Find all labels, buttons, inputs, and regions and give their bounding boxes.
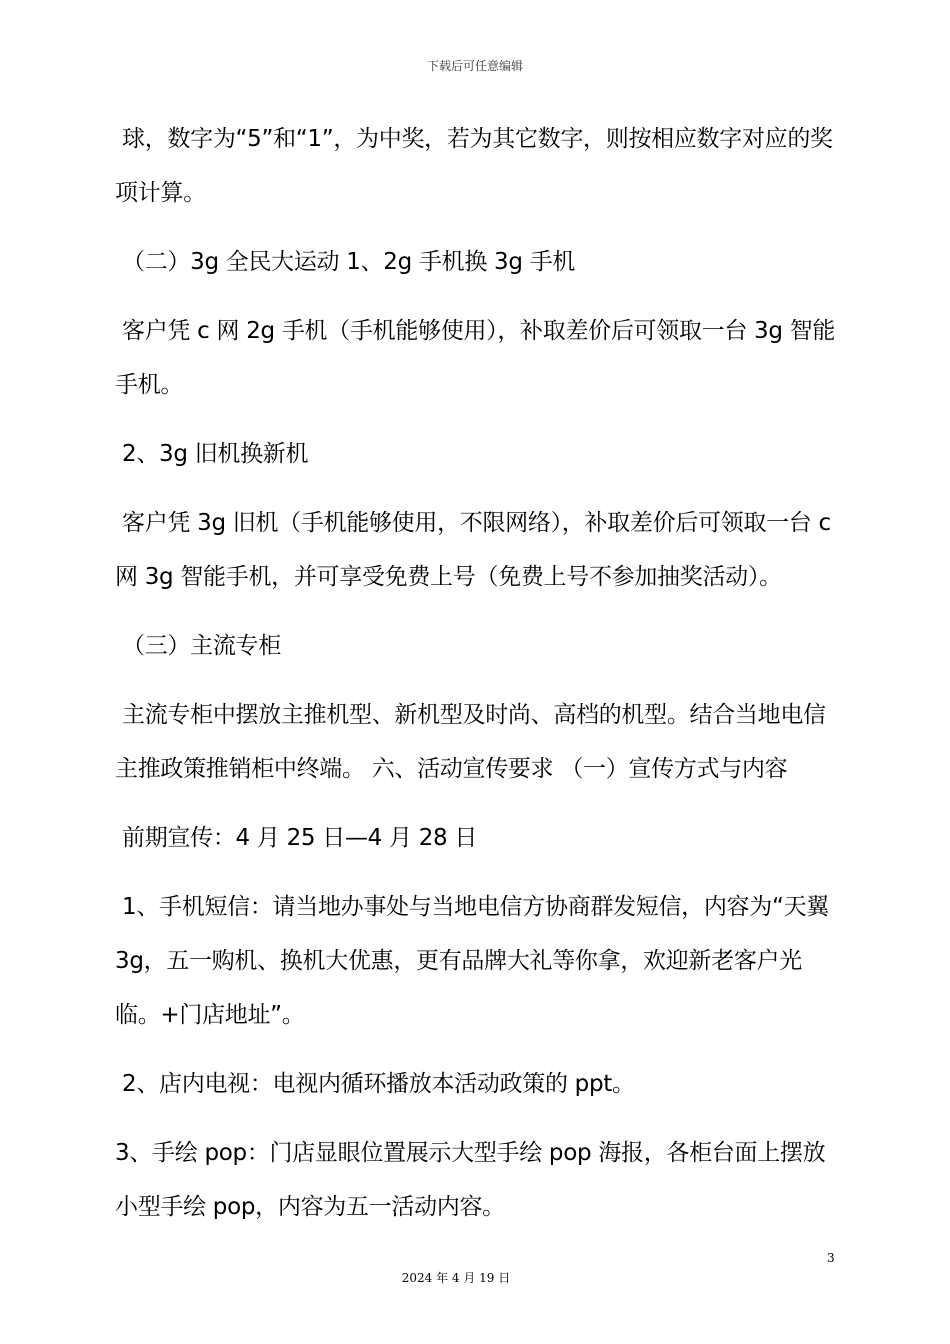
paragraph-hand-drawn-pop: 3、手绘 pop：门店显眼位置展示大型手绘 pop 海报，各柜台面上摆放小型手绘 pop，内容为五一活动内容。 <box>115 1140 826 1220</box>
paragraph-main-counter: 主流专柜中摆放主推机型、新机型及时尚、高档的机型。结合当地电信主推政策推销柜中终端。 六、活动宣传要求 （一）宣传方式与内容 <box>115 702 826 782</box>
document-body <box>115 112 840 1249</box>
paragraph-2g-exchange: 客户凭 c 网 2g 手机（手机能够使用），补取差价后可领取一台 3g 智能手机。 <box>115 318 836 398</box>
paragraph-3g-trade-in: 客户凭 3g 旧机（手机能够使用，不限网络），补取差价后可领取一台 c 网 3g 智能手机，并可享受免费上号（免费上号不参加抽奖活动）。 <box>115 510 838 590</box>
paragraph-prize-rule: 球，数字为“5”和“1”，为中奖，若为其它数字，则按相应数字对应的奖项计算。 <box>115 126 833 206</box>
paragraph-section-3g-campaign: （二）3g 全民大运动 1、2g 手机换 3g 手机 <box>115 249 576 275</box>
page-header: 下载后可任意编辑 <box>426 59 523 73</box>
page-number: 3 <box>827 1251 835 1265</box>
paragraph-pre-promotion: 前期宣传：4 月 25 日—4 月 28 日 <box>115 825 478 851</box>
paragraph-store-tv: 2、店内电视：电视内循环播放本活动政策的 ppt。 <box>115 1071 635 1097</box>
paragraph-3g-trade-in-heading: 2、3g 旧机换新机 <box>115 441 309 467</box>
paragraph-section-main-counter: （三）主流专柜 <box>115 633 281 659</box>
paragraph-sms: 1、手机短信：请当地办事处与当地电信方协商群发短信，内容为“天翼 3g，五一购机、换机大优惠，更有品牌大礼等你拿，欢迎新老客户光临。+门店地址”。 <box>115 894 836 1028</box>
page-footer-date: 2024 年 4 月 19 日 <box>401 1271 511 1285</box>
